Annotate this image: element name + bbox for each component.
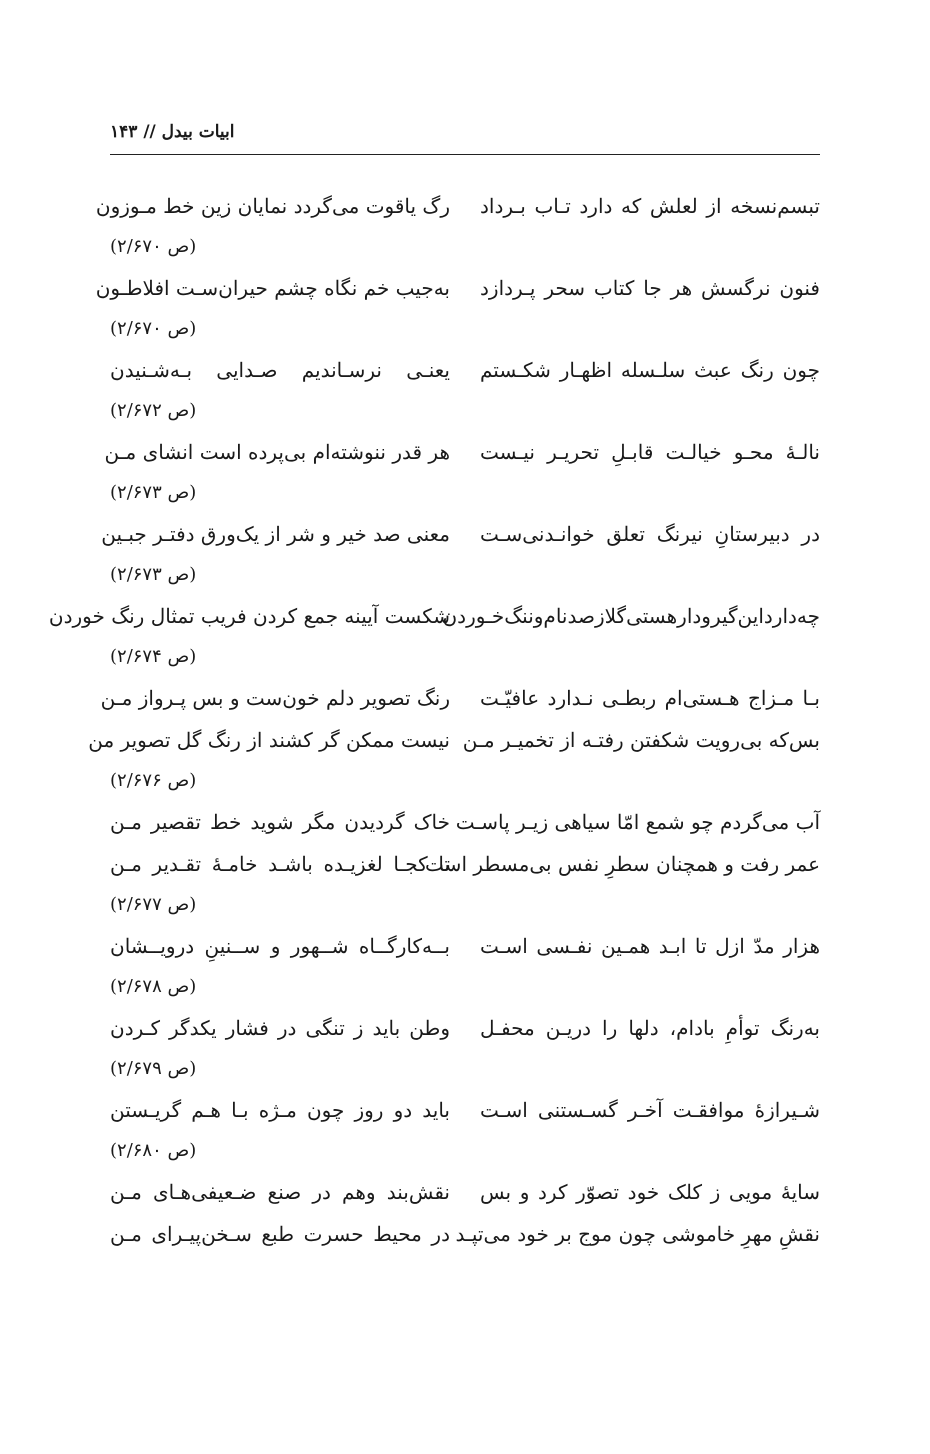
page-reference-row — [110, 558, 820, 598]
page-reference-row — [110, 970, 820, 1010]
page-reference-row — [110, 1134, 820, 1174]
hemistich-second: بــه‌کارگــاه شــهور و ســنینِ درویــشان — [110, 934, 450, 958]
hemistich-first: تبسم‌نسخه از لعلش که دارد تـاب بـرداد — [480, 194, 820, 218]
verse-couplet — [48, 598, 820, 640]
verse-couplet — [110, 1174, 820, 1216]
verse-couplet — [110, 804, 820, 846]
hemistich-first: بـا مـزاج هـستی‌ام ربطـی نـدارد عافیّـت — [480, 686, 820, 710]
verse-couplet — [110, 1092, 820, 1134]
hemistich-first: هزار مدّ ازل تا ابـد همـین نفـسی اسـت — [480, 934, 820, 958]
verse-couplet — [100, 680, 820, 722]
page-reference: (ص ۲/۶۷۰) — [110, 318, 197, 339]
hemistich-first: آب می‌گردم چو شمع امّا سیاهی زیـر پاسـت — [455, 810, 820, 834]
page-reference-row — [110, 312, 820, 352]
page-reference: (ص ۲/۶۷۰) — [110, 236, 197, 257]
page-reference-row — [110, 640, 820, 680]
hemistich-second: شکست آیینه جمع کردن فریب تمثال رنگ خوردن — [48, 604, 450, 628]
verse-couplet — [110, 846, 820, 888]
page-reference: (ص ۲/۶۷۹) — [110, 1058, 197, 1079]
hemistich-first: نالـهٔ محـو خیالـت قابـلِ تحریـر نیـست — [480, 440, 820, 464]
hemistich-first: به‌رنگ توأمِ بادام، دلها را دریـن محفـل — [480, 1016, 820, 1040]
verse-couplet — [110, 352, 820, 394]
running-header — [110, 118, 820, 155]
hemistich-first: بس‌که بی‌رویت شکفتن رفتـه از تخمیـر مـن — [462, 728, 820, 752]
verse-couplet — [110, 1216, 820, 1258]
page-reference: (ص ۲/۶۷۲) — [110, 400, 197, 421]
hemistich-second: در محیط حسرت طبع سـخن‌پیـرای مـن — [110, 1222, 450, 1246]
hemistich-first: چه‌دارداین‌گیرودارهستی‌گلازصدنام‌وننگ‌خـوردن — [442, 604, 820, 628]
book-page — [48, 0, 820, 1454]
page-reference: (ص ۲/۶۷۸) — [110, 976, 197, 997]
hemistich-second: رگ یاقوت می‌گردد نمایان زین خط مـوزون — [95, 194, 450, 218]
hemistich-second: تا کجـا لغزیـده باشـد خامـهٔ تقـدیر مـن — [110, 852, 450, 876]
verse-couplet — [110, 928, 820, 970]
hemistich-second: خاک گردیدن مگر شوید خط تقصیر مـن — [110, 810, 450, 834]
hemistich-first: چون رنگ عبث سلـسله اظهـار شکـستم — [480, 358, 820, 382]
page-reference: (ص ۲/۶۷۷) — [110, 894, 197, 915]
hemistich-first: سایهٔ مویی ز کلک خود تصوّر کرد و بس — [480, 1180, 820, 1204]
page-reference: (ص ۲/۶۷۳) — [110, 482, 197, 503]
page-reference-row — [110, 476, 820, 516]
page-reference: (ص ۲/۶۷۳) — [110, 564, 197, 585]
verse-couplet — [95, 270, 820, 312]
hemistich-first: نقشِ مهرِ خاموشی چون موج بر خود می‌تپـد — [455, 1222, 820, 1246]
page-reference: (ص ۲/۶۸۰) — [110, 1140, 197, 1161]
hemistich-first: عمر رفت و همچنان سطرِ نفس بی‌مسطر است — [425, 852, 820, 876]
hemistich-first: در دبیرستانِ نیرنگ تعلق خوانـدنی‌سـت — [480, 522, 820, 546]
page-reference-row — [110, 394, 820, 434]
verse-couplet — [101, 516, 820, 558]
hemistich-second: یعنـی نرسـاندیم صـدایی بـه‌شـنیدن — [110, 358, 450, 382]
page-reference: (ص ۲/۶۷۴) — [110, 646, 197, 667]
page-reference-row — [110, 1052, 820, 1092]
verse-couplet — [95, 188, 820, 230]
hemistich-second: به‌جیب خم نگاه چشم حیران‌سـت افلاطـون — [95, 276, 450, 300]
hemistich-second: باید دو روز چون مـژه بـا هـم گریـستن — [110, 1098, 450, 1122]
page-reference-row — [110, 888, 820, 928]
hemistich-second: معنی صد خیر و شر از یک‌ورق دفتـر جبـین — [101, 522, 450, 546]
verse-couplet — [88, 722, 820, 764]
hemistich-second: هر قدر ننوشته‌ام بی‌پرده است انشای مـن — [104, 440, 450, 464]
page-reference-row — [110, 764, 820, 804]
hemistich-second: نیست ممکن گر کشند از رنگ گل تصویر من — [88, 728, 450, 752]
verse-couplet — [110, 1010, 820, 1052]
hemistich-second: نقش‌بند وهم در صنع ضـعیفی‌هـای مـن — [110, 1180, 450, 1204]
hemistich-second: وطن باید ز تنگی در فشار یکدگر کـردن — [110, 1016, 450, 1040]
verse-list — [48, 188, 820, 1258]
hemistich-first: فنون نرگسش هر جا کتاب سحر پـردازد — [480, 276, 820, 300]
header-title: ابیات بیدل // ۱۴۳ — [110, 122, 235, 142]
page-reference: (ص ۲/۶۷۶) — [110, 770, 197, 791]
page-reference-row — [110, 230, 820, 270]
hemistich-second: رنگ تصویر دلم خون‌ست و بس پـرواز مـن — [100, 686, 450, 710]
hemistich-first: شـیرازهٔ موافقـت آخـر گسـستنی اسـت — [480, 1098, 820, 1122]
verse-couplet — [104, 434, 820, 476]
